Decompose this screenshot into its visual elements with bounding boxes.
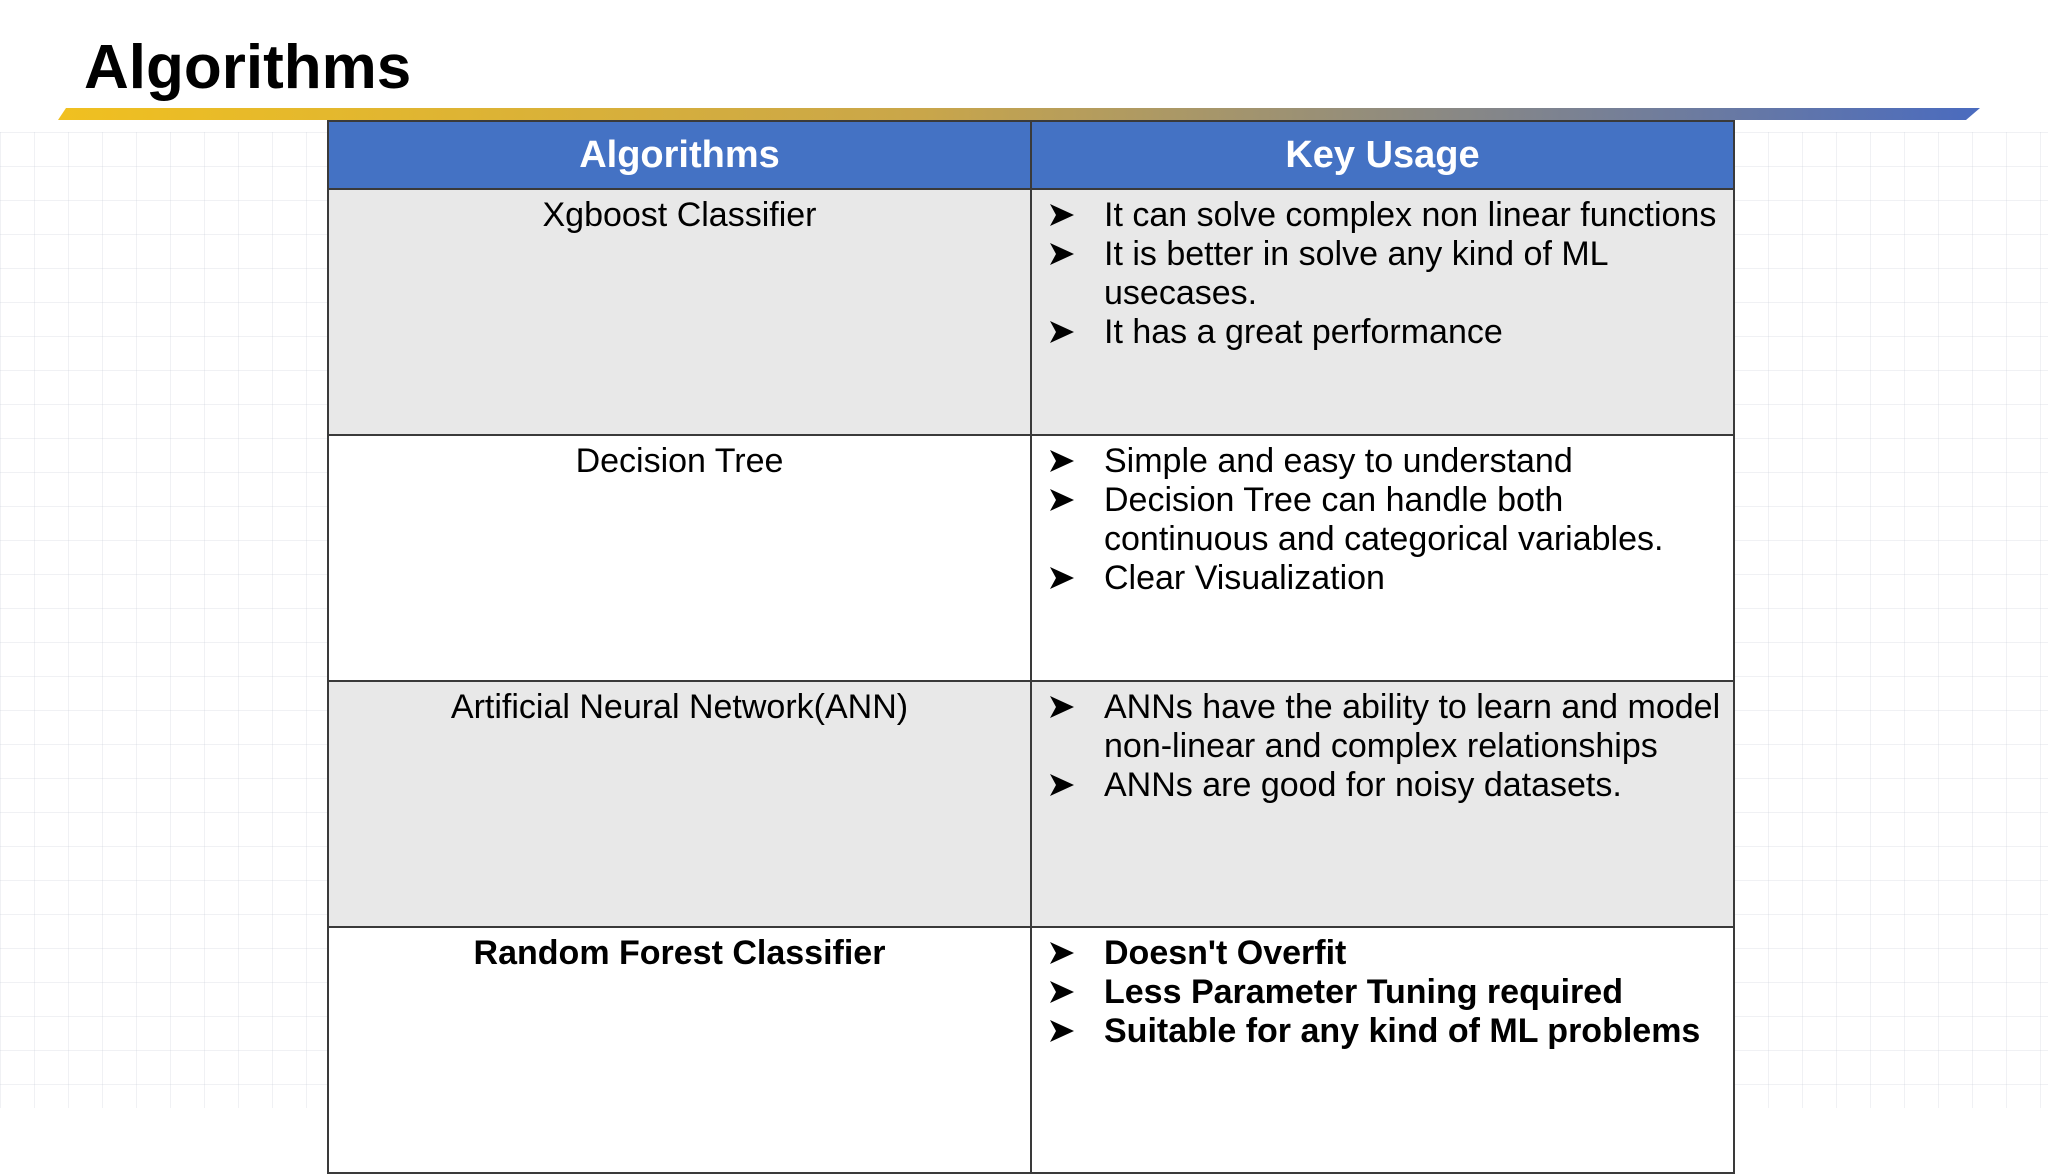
list-item (1048, 481, 1725, 559)
list-item (1048, 196, 1725, 235)
usage-list (1048, 196, 1725, 352)
list-item (1048, 973, 1725, 1012)
usage-text: Less Parameter Tuning required (1104, 973, 1623, 1011)
list-item (1048, 559, 1725, 598)
usage-list (1048, 442, 1725, 598)
arrowhead-bullet-icon (1048, 241, 1076, 267)
table-header-row (328, 121, 1734, 189)
header-algorithms: Algorithms (328, 121, 1031, 189)
list-item (1048, 688, 1725, 766)
table-row (328, 435, 1734, 681)
algorithm-name: Artificial Neural Network(ANN) (328, 681, 1031, 927)
usage-text: It is better in solve any kind of ML usecases. (1104, 235, 1608, 312)
usage-list (1048, 688, 1725, 805)
list-item (1048, 235, 1725, 313)
usage-list (1048, 934, 1725, 1051)
algorithm-name: Random Forest Classifier (328, 927, 1031, 1173)
list-item (1048, 766, 1725, 805)
arrowhead-bullet-icon (1048, 319, 1076, 345)
list-item (1048, 934, 1725, 973)
usage-text: ANNs have the ability to learn and model non-linear and complex relationships (1104, 688, 1721, 765)
usage-text: Decision Tree can handle both continuous and categorical variables. (1104, 481, 1664, 558)
table-row (328, 927, 1734, 1173)
key-usage-cell (1031, 681, 1734, 927)
arrowhead-bullet-icon (1048, 565, 1076, 591)
arrowhead-bullet-icon (1048, 202, 1076, 228)
algorithm-name: Decision Tree (328, 435, 1031, 681)
usage-text: Suitable for any kind of ML problems (1104, 1012, 1701, 1050)
key-usage-cell (1031, 927, 1734, 1173)
usage-text: ANNs are good for noisy datasets. (1104, 766, 1622, 804)
usage-text: Simple and easy to understand (1104, 442, 1573, 480)
list-item (1048, 442, 1725, 481)
usage-text: Doesn't Overfit (1104, 934, 1347, 972)
arrowhead-bullet-icon (1048, 1018, 1076, 1044)
header-key-usage: Key Usage (1031, 121, 1734, 189)
algorithm-name: Xgboost Classifier (328, 189, 1031, 435)
key-usage-cell (1031, 435, 1734, 681)
title-underline-bar (58, 108, 1980, 120)
key-usage-cell (1031, 189, 1734, 435)
slide-title: Algorithms (84, 33, 412, 102)
arrowhead-bullet-icon (1048, 694, 1076, 720)
usage-text: It has a great performance (1104, 313, 1503, 351)
list-item (1048, 313, 1725, 352)
usage-text: It can solve complex non linear functions (1104, 196, 1717, 234)
table-row (328, 681, 1734, 927)
algorithms-table (327, 120, 1735, 1174)
arrowhead-bullet-icon (1048, 448, 1076, 474)
arrowhead-bullet-icon (1048, 487, 1076, 513)
arrowhead-bullet-icon (1048, 979, 1076, 1005)
usage-text: Clear Visualization (1104, 559, 1385, 597)
list-item (1048, 1012, 1725, 1051)
arrowhead-bullet-icon (1048, 940, 1076, 966)
table-row (328, 189, 1734, 435)
arrowhead-bullet-icon (1048, 772, 1076, 798)
